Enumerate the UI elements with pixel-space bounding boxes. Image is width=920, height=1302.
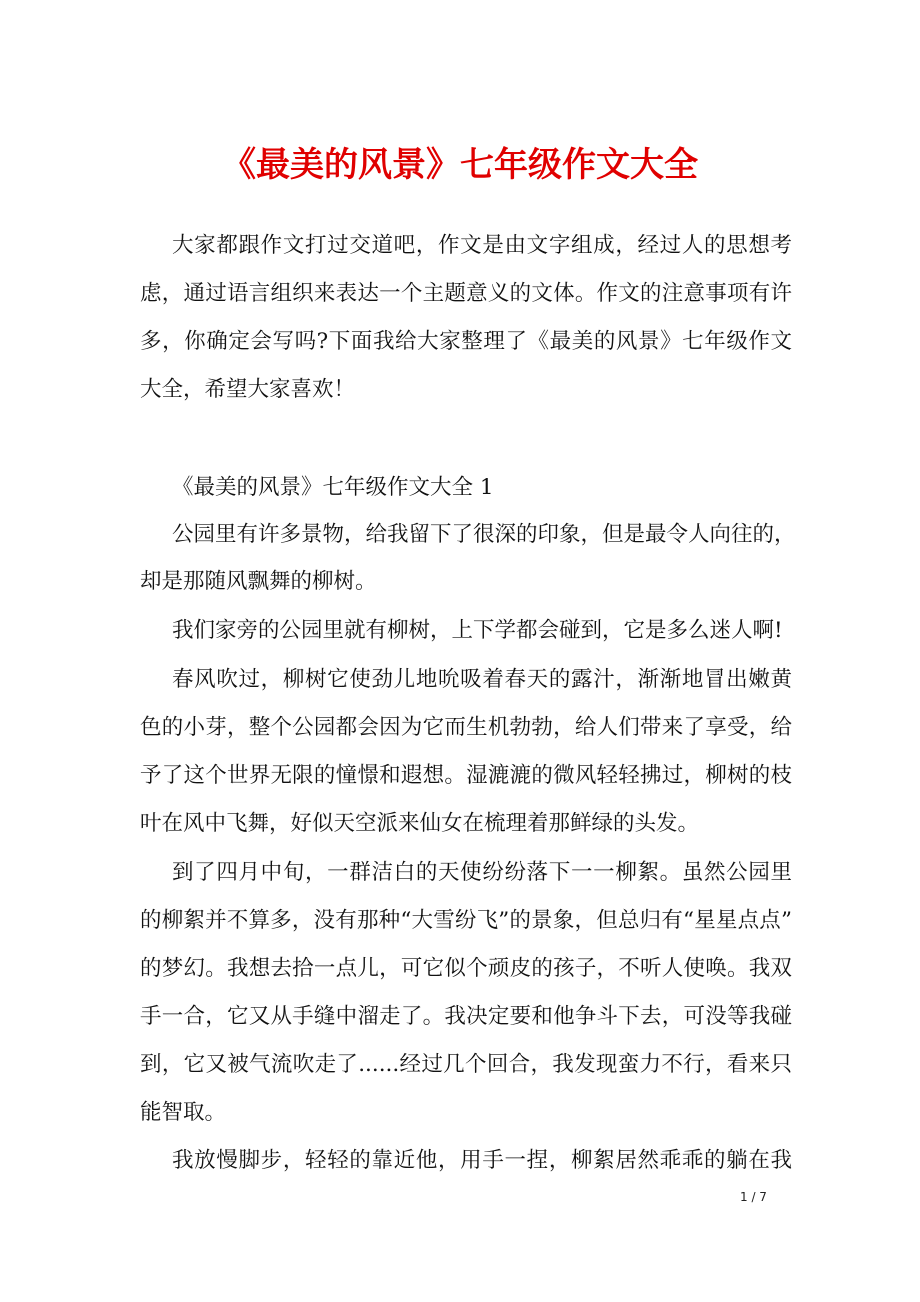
text-line: 虑，通过语言组织来表达一个主题意义的文体。作文的注意事项有许 (140, 281, 792, 306)
text-line: 多，你确定会写吗?下面我给大家整理了《最美的风景》七年级作文 (140, 329, 792, 354)
text-line: 色的小芽，整个公园都会因为它而生机勃勃，给人们带来了享受，给 (140, 715, 792, 740)
text-line: 到了四月中旬，一群洁白的天使纷纷落下一一柳絮。虽然公园里 (172, 860, 792, 885)
text-line: 叶在风中飞舞，好似天空派来仙女在梳理着那鲜绿的头发。 (140, 811, 700, 836)
text-line: 到，它又被气流吹走了......经过几个回合，我发现蛮力不行，看来只 (140, 1052, 792, 1077)
text-line: 的柳絮并不算多，没有那种“大雪纷飞”的景象，但总归有“星星点点” (140, 908, 792, 933)
text-line: 能智取。 (140, 1100, 227, 1125)
text-line: 公园里有许多景物，给我留下了很深的印象，但是最令人向往的， (172, 522, 796, 547)
text-line: 我放慢脚步，轻轻的靠近他，用手一捏，柳絮居然乖乖的躺在我 (172, 1148, 792, 1173)
document-title: 《最美的风景》七年级作文大全 (222, 145, 698, 185)
text-line: 大全，希望大家喜欢！ (140, 377, 356, 402)
text-line: 大家都跟作文打过交道吧，作文是由文字组成，经过人的思想考 (172, 233, 792, 258)
text-line: 却是那随风飘舞的柳树。 (140, 569, 377, 594)
text-line: 春风吹过，柳树它使劲儿地吮吸着春天的露汁，渐渐地冒出嫩黄 (172, 667, 792, 692)
text-line: 我们家旁的公园里就有柳树，上下学都会碰到，它是多么迷人啊! (172, 618, 783, 643)
text-line: 的梦幻。我想去拾一点儿，可它似个顽皮的孩子，不听人使唤。我双 (140, 956, 792, 981)
text-line: 《最美的风景》七年级作文大全 1 (172, 475, 494, 500)
text-line: 予了这个世界无限的憧憬和遐想。湿漉漉的微风轻轻拂过，柳树的枝 (140, 763, 792, 788)
text-line: 手一合，它又从手缝中溜走了。我决定要和他争斗下去，可没等我碰 (140, 1004, 792, 1029)
page-number: 1 / 7 (740, 1190, 767, 1204)
